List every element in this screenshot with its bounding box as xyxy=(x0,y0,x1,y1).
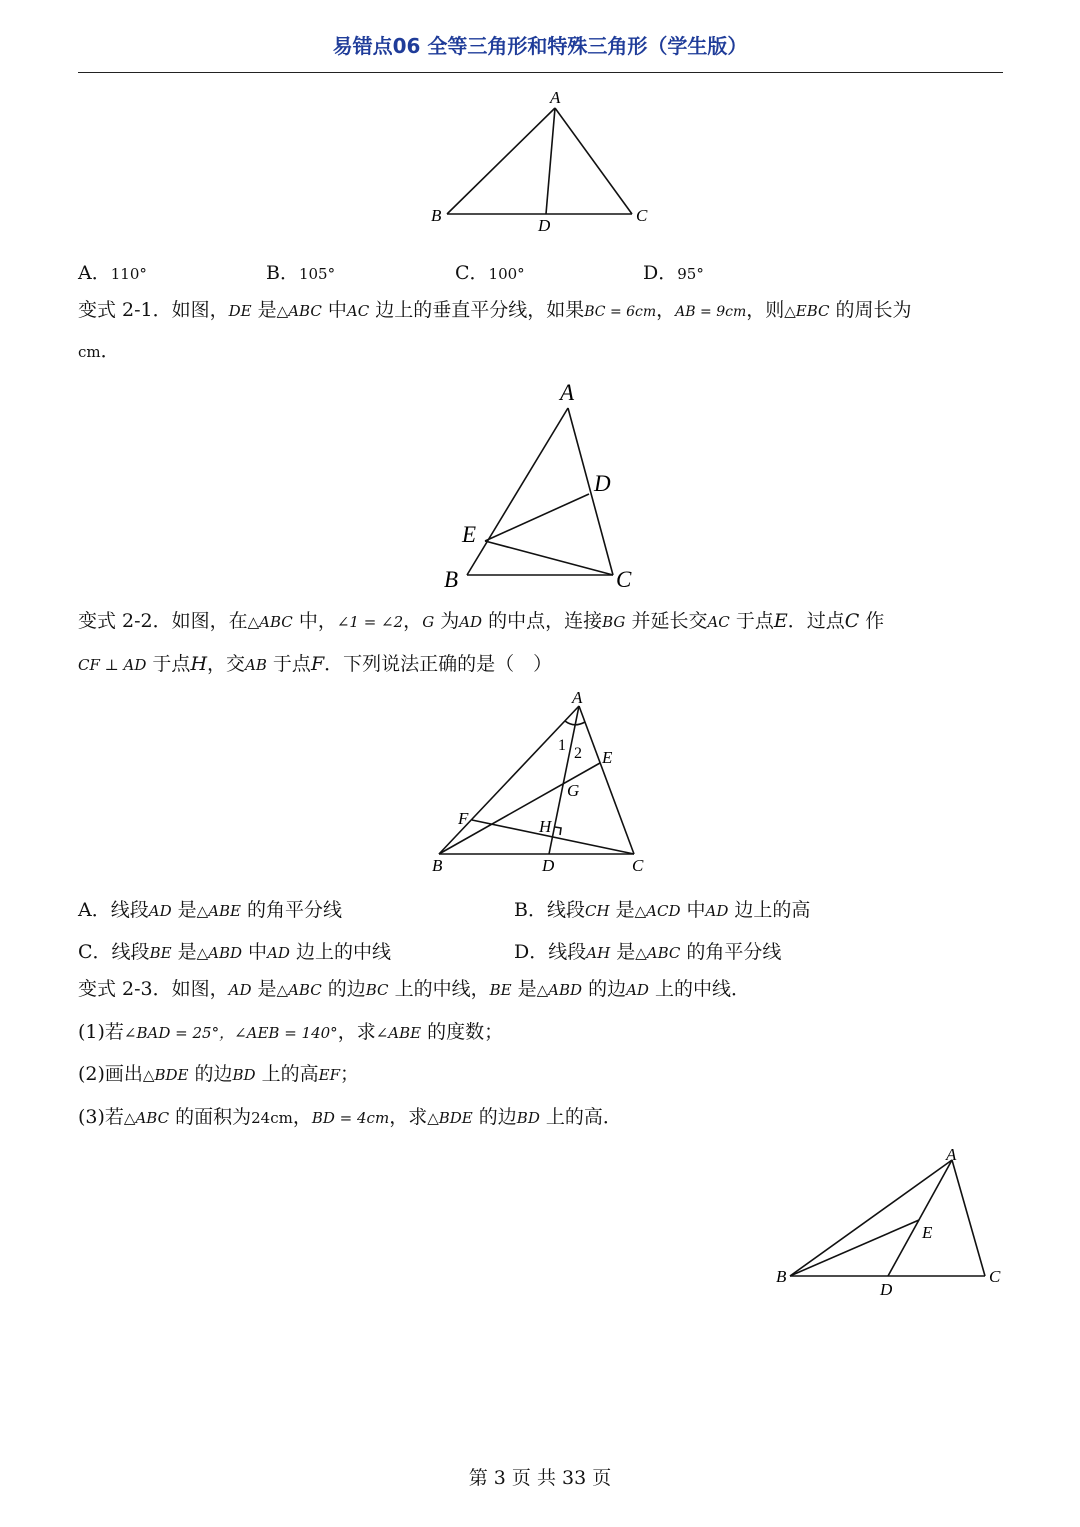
segment-ac xyxy=(952,1160,985,1276)
label-d: D xyxy=(538,216,551,235)
text-run: (2)画出 xyxy=(78,1063,143,1085)
text-run: BD = 4cm xyxy=(311,1109,390,1127)
text-run: 的角平分线 xyxy=(680,941,782,963)
text-run: AB = 9cm xyxy=(675,304,747,320)
label-a: A xyxy=(572,688,583,707)
segment-cf xyxy=(472,820,634,854)
label-c: C xyxy=(616,567,632,592)
text-run: C xyxy=(844,610,860,632)
figure-triangle-abc-de xyxy=(430,370,660,595)
text-run: 是 xyxy=(251,299,277,321)
text-run: 的中点，连接 xyxy=(482,610,603,632)
text-run: 线段 xyxy=(111,941,150,963)
text-run: 中 xyxy=(242,941,268,963)
text-run: C． xyxy=(455,262,489,284)
text-run: AC xyxy=(346,302,370,320)
text-run: ； xyxy=(339,1063,359,1085)
text-run: DE xyxy=(228,302,252,320)
text-run: 是 xyxy=(171,941,197,963)
option-c xyxy=(455,258,525,285)
question-2-2-line-2 xyxy=(78,655,552,674)
option-a-value: 110° xyxy=(110,265,147,283)
text-run: 上的中线， xyxy=(388,978,490,1000)
text-run: 的边 xyxy=(582,978,627,1000)
text-run: E xyxy=(773,610,788,632)
segment-ad xyxy=(546,108,555,214)
label-d: D xyxy=(594,471,611,496)
text-run: 的面积为 xyxy=(169,1106,252,1128)
text-run: H xyxy=(190,653,208,675)
label-a: A xyxy=(946,1145,957,1164)
header-divider xyxy=(78,72,1003,73)
text-run: 的边 xyxy=(472,1106,517,1128)
text-run: 上的高 xyxy=(255,1063,319,1085)
text-run: △ABD xyxy=(196,944,243,962)
text-run: ，则 xyxy=(746,299,785,321)
text-run: ， xyxy=(292,1106,312,1128)
text-run: 是 xyxy=(609,899,635,921)
label-a: A xyxy=(550,88,561,107)
text-run: D． xyxy=(643,262,678,284)
text-run: 中 xyxy=(321,299,347,321)
text-run: 于点 xyxy=(729,610,774,632)
text-run: ∠1 = ∠2 xyxy=(336,613,404,631)
text-run: BE xyxy=(489,981,512,999)
text-run: 变式 2-1．如图， xyxy=(78,299,229,321)
label-e: E xyxy=(462,522,477,547)
text-run: AD xyxy=(705,902,729,920)
q2-2-option-b xyxy=(514,895,810,922)
label-e: E xyxy=(922,1223,933,1242)
label-a: A xyxy=(560,380,575,405)
segment-ab xyxy=(439,706,579,854)
segment-be xyxy=(790,1220,919,1276)
figure-triangle-medians xyxy=(770,1140,1010,1300)
figure-triangle-abc-d xyxy=(420,85,660,235)
text-run: F xyxy=(310,653,325,675)
right-angle-mark xyxy=(555,827,561,835)
text-run: ．下列说法正确的是（ ） xyxy=(324,653,553,675)
text-run: △ABC xyxy=(276,302,322,320)
text-run: △ABC xyxy=(247,613,293,631)
label-h: H xyxy=(539,817,552,836)
text-run: △BDE xyxy=(427,1109,473,1127)
text-run: B． xyxy=(266,262,299,284)
option-b xyxy=(266,258,335,285)
text-run: 于点 xyxy=(266,653,311,675)
text-run: AC xyxy=(707,613,730,631)
label-g: G xyxy=(567,781,580,800)
text-run: ．过点 xyxy=(787,610,845,632)
segment-ab xyxy=(447,108,555,214)
text-run: 24cm xyxy=(251,1109,293,1127)
text-run: △ABD xyxy=(536,981,583,999)
text-run: △ACD xyxy=(634,902,681,920)
text-run: ． xyxy=(100,340,120,362)
text-run: ，交 xyxy=(207,653,246,675)
text-run: ， xyxy=(656,299,676,321)
q2-2-option-d xyxy=(514,937,781,964)
label-b: B xyxy=(776,1267,787,1286)
figure-triangle-angle-bisector xyxy=(428,690,658,880)
text-run: BC xyxy=(365,981,389,999)
option-d xyxy=(643,258,704,285)
unit-cm: cm xyxy=(78,343,101,361)
text-run: 线段 xyxy=(110,899,149,921)
text-run: ，求 xyxy=(389,1106,428,1128)
text-run: AD xyxy=(267,944,290,962)
label-b: B xyxy=(432,856,443,875)
text-run: 线段 xyxy=(546,899,585,921)
q2-2-option-c xyxy=(78,937,391,964)
text-run: 边上的高 xyxy=(728,899,811,921)
text-run: AD xyxy=(148,902,172,920)
label-b: B xyxy=(444,567,459,592)
label-c: C xyxy=(989,1267,1001,1286)
text-run: 边上的垂直平分线，如果 xyxy=(369,299,585,321)
segment-de xyxy=(485,494,589,541)
text-run: BG xyxy=(602,613,626,631)
text-run: 是 xyxy=(511,978,537,1000)
text-run: △BDE xyxy=(142,1066,189,1084)
text-run: △ABC xyxy=(276,981,322,999)
text-run: 的度数； xyxy=(421,1021,504,1043)
text-run: CF ⊥ AD xyxy=(78,656,147,674)
text-run: ∠BAD = 25°，∠AEB = 140° xyxy=(123,1024,338,1042)
text-run: 变式 2-2．如图，在 xyxy=(78,610,248,632)
question-2-1-line-2 xyxy=(78,342,120,361)
text-run: 的边 xyxy=(188,1063,233,1085)
text-run: A． xyxy=(78,262,111,284)
text-run: 是 xyxy=(610,941,636,963)
label-one: 1 xyxy=(558,737,566,754)
text-run: ∠ABE xyxy=(375,1024,422,1042)
text-run: AD xyxy=(228,981,252,999)
option-a xyxy=(78,258,147,285)
text-run: C． xyxy=(78,941,112,963)
q2-2-option-a xyxy=(78,895,342,922)
label-two: 2 xyxy=(574,745,582,762)
label-c: C xyxy=(632,856,644,875)
question-2-2-line-1 xyxy=(78,612,884,631)
text-run: BD xyxy=(232,1066,256,1084)
segment-ad xyxy=(888,1160,952,1276)
text-run: 是 xyxy=(251,978,277,1000)
text-run: 上的高． xyxy=(539,1106,622,1128)
segment-ec xyxy=(485,541,613,575)
text-run: 边上的中线 xyxy=(289,941,391,963)
page-header-title: 易错点06 全等三角形和特殊三角形（学生版） xyxy=(332,34,748,58)
label-c: C xyxy=(636,206,648,225)
label-b: B xyxy=(431,206,442,225)
text-run: ，求 xyxy=(337,1021,376,1043)
segment-ad xyxy=(549,706,579,854)
segment-ac xyxy=(579,706,634,854)
option-c-value: 100° xyxy=(488,265,525,283)
text-run: CH xyxy=(584,902,610,920)
text-run: AB xyxy=(245,656,267,674)
option-d-value: 95° xyxy=(677,265,704,283)
text-run: △EBC xyxy=(784,302,830,320)
text-run: △ABC xyxy=(123,1109,170,1127)
text-run: AD xyxy=(626,981,649,999)
label-e: E xyxy=(602,748,613,767)
text-run: AD xyxy=(459,613,483,631)
label-d: D xyxy=(542,856,555,875)
text-run: BC = 6cm xyxy=(584,304,657,320)
text-run: 线段 xyxy=(548,941,587,963)
text-run: (1)若 xyxy=(78,1021,124,1043)
option-b-value: 105° xyxy=(298,265,336,283)
text-run: 的周长为 xyxy=(829,299,912,321)
text-run: ， xyxy=(403,610,423,632)
text-run: EF xyxy=(318,1066,340,1084)
text-run: 中， xyxy=(292,610,337,632)
question-2-3-part-3 xyxy=(78,1108,622,1127)
text-run: 并延长交 xyxy=(625,610,708,632)
question-2-1-line-1 xyxy=(78,301,912,320)
text-run: △ABE xyxy=(196,902,241,920)
text-run: A． xyxy=(78,899,111,921)
text-run: D． xyxy=(514,941,549,963)
text-run: B． xyxy=(514,899,547,921)
text-run: 作 xyxy=(859,610,885,632)
question-2-3-part-2 xyxy=(78,1065,359,1084)
segment-ac xyxy=(555,108,632,214)
text-run: 上的中线． xyxy=(648,978,750,1000)
text-run: BE xyxy=(149,944,172,962)
text-run: 于点 xyxy=(146,653,191,675)
text-run: 的角平分线 xyxy=(241,899,343,921)
label-d: D xyxy=(880,1280,893,1299)
text-run: BD xyxy=(516,1109,540,1127)
label-f: F xyxy=(458,809,469,828)
text-run: 的边 xyxy=(321,978,366,1000)
segment-ab xyxy=(790,1160,952,1276)
text-run: 为 xyxy=(434,610,460,632)
text-run: AH xyxy=(586,944,611,962)
text-run: 是 xyxy=(171,899,197,921)
text-run: △ABC xyxy=(635,944,681,962)
page-footer: 第 3 页 共 33 页 xyxy=(468,1467,612,1489)
question-2-3-intro xyxy=(78,980,750,999)
text-run: 中 xyxy=(680,899,706,921)
question-2-3-part-1 xyxy=(78,1023,503,1042)
text-run: 变式 2-3．如图， xyxy=(78,978,229,1000)
text-run: G xyxy=(422,613,435,631)
text-run: (3)若 xyxy=(78,1106,124,1128)
